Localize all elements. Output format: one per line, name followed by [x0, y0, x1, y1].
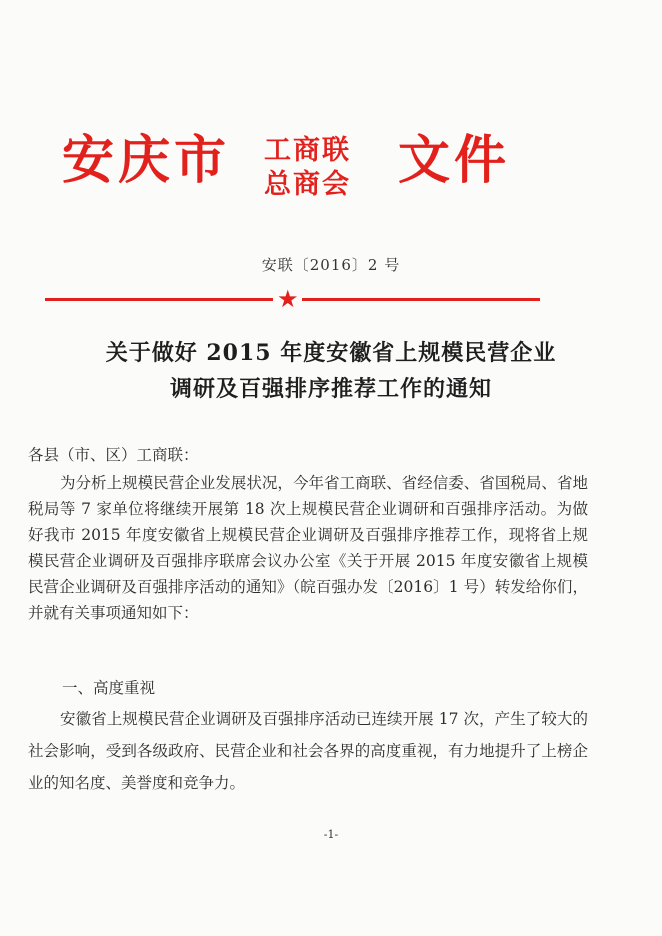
document-number: 安联〔2016〕2 号 [261, 256, 401, 274]
letterhead-org-top: 工商联 [264, 135, 351, 166]
red-divider-left [45, 298, 273, 301]
letterhead-city: 安庆市 [62, 130, 231, 191]
letterhead-org-bottom: 总商会 [264, 169, 351, 200]
letterhead [0, 125, 662, 215]
salutation: 各县（市、区）工商联： [28, 446, 199, 464]
section-heading-1: 一、高度重视 [62, 679, 156, 697]
page-number: -1- [323, 828, 339, 841]
star-icon: ★ [277, 285, 299, 313]
letterhead-document: 文件 [398, 130, 511, 191]
paragraph-section-1: 安徽省上规模民营企业调研及百强排序活动已连续开展 17 次，产生了较大的社会影响，受到各级政府、民营企业和社会各界的高度重视，有力地提升了上榜企业的知名度、美誉度和竞争力。 [28, 710, 588, 792]
document-title-line1: 关于做好 2015 年度安徽省上规模民营企业 [105, 340, 557, 366]
document-title-line2: 调研及百强排序推荐工作的通知 [169, 376, 492, 402]
red-divider-right [302, 298, 540, 301]
paragraph-intro: 为分析上规模民营企业发展状况，今年省工商联、省经信委、省国税局、省地税局等 7 家单位将继续开展第 18 次上规模民营企业调研和百强排序活动。为做好我市 2015 年度安徽省上规模民营企业调研及百强排序推荐工作，现将省上规模民营企业调研及百强排序联席会议办公室《关于开展 2015 年度安徽省上规模民营企业调研及百强排序活动的通知》（皖百强办发〔2016〕1 号）转发给你们，并就有关事项通知如下： [28, 474, 588, 622]
